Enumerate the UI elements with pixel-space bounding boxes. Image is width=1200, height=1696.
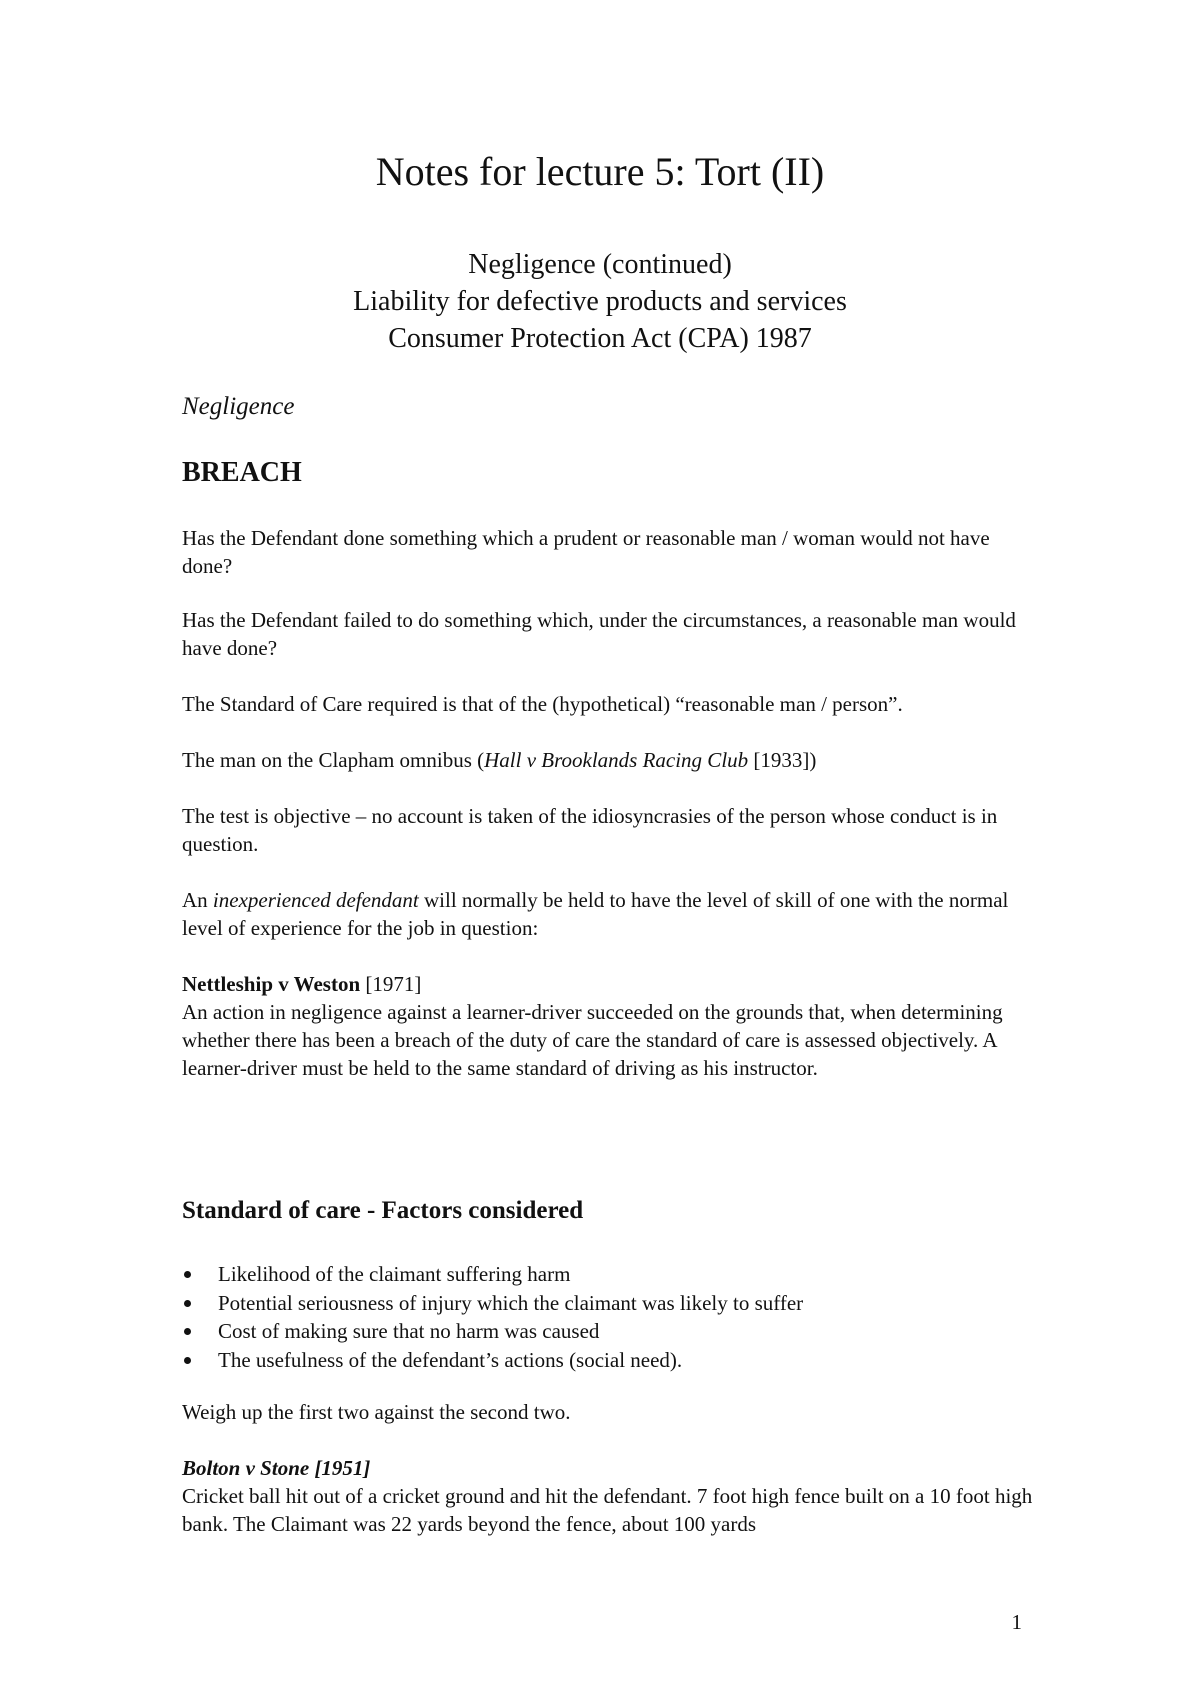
subtitle-block: [0, 246, 1200, 357]
case-block: [182, 970, 1042, 1082]
section-label: Negligence: [182, 393, 295, 420]
paragraph: [182, 746, 1042, 774]
text-span: will normally be held to have the level of skill of one with the normal level of experience for the job in question:: [182, 888, 1009, 940]
page-title: Notes for lecture 5: Tort (II): [375, 149, 825, 194]
case-heading: [182, 970, 1042, 998]
paragraph-text: Has the Defendant failed to do something which, under the circumstances, a reasonable man would have done?: [182, 608, 1016, 660]
list-item: [182, 1317, 803, 1346]
bullet-icon: [184, 1271, 191, 1278]
list-item: [182, 1260, 803, 1289]
text-span: The man on the Clapham omnibus (: [182, 748, 485, 772]
paragraph: [182, 886, 1042, 942]
bullet-icon: [184, 1357, 191, 1364]
breach-heading: BREACH: [182, 457, 302, 488]
paragraph-text: The test is objective – no account is taken of the idiosyncrasies of the person whose conduct is in question.: [182, 804, 998, 856]
paragraph-text: Weigh up the first two against the second two.: [182, 1400, 571, 1424]
paragraph-text: [182, 886, 1042, 942]
list-item-text: Potential seriousness of injury which the claimant was likely to suffer: [218, 1290, 804, 1315]
text-span: An: [182, 888, 213, 912]
paragraph-text: Has the Defendant done something which a prudent or reasonable man / woman would not have done?: [182, 526, 990, 578]
case-name: Nettleship v Weston: [182, 972, 361, 996]
paragraph: [182, 802, 1042, 858]
bullet-icon: [184, 1328, 191, 1335]
text-span: [1933]): [748, 748, 817, 772]
case-heading: [182, 1454, 1042, 1482]
paragraph: [182, 524, 1042, 580]
list-item: [182, 1289, 803, 1318]
bullet-icon: [184, 1300, 191, 1307]
paragraph: [182, 606, 1042, 662]
subtitle-line: Liability for defective products and services: [353, 286, 847, 317]
case-text: An action in negligence against a learner-driver succeeded on the grounds that, when determining whether there has been a breach of the duty of care the standard of care is assessed objectively. A learner-driver must be held to the same standard of driving as his instructor.: [182, 1000, 1003, 1080]
paragraph: [182, 690, 1042, 718]
list-item-text: The usefulness of the defendant’s actions (social need).: [218, 1347, 683, 1372]
paragraph: [182, 1398, 1042, 1426]
case-name: Bolton v Stone [1951]: [182, 1456, 371, 1480]
page-number: 1: [1011, 1610, 1022, 1634]
list-item-text: Likelihood of the claimant suffering harm: [218, 1262, 571, 1286]
factors-list: [182, 1260, 803, 1374]
subtitle-line: Negligence (continued): [468, 249, 732, 280]
case-block: [182, 1454, 1042, 1538]
standard-of-care-heading: Standard of care - Factors considered: [182, 1197, 584, 1224]
list-item-text: Cost of making sure that no harm was caused: [218, 1319, 600, 1343]
emphasis-text: inexperienced defendant: [212, 888, 419, 912]
case-text: Cricket ball hit out of a cricket ground and hit the defendant. 7 foot high fence built on a 10 foot high bank. The Claimant was 22 yards beyond the fence, about 100 yards: [182, 1484, 1033, 1536]
paragraph-text: The Standard of Care required is that of the (hypothetical) “reasonable man / person”.: [182, 692, 903, 716]
case-citation: Hall v Brooklands Racing Club: [484, 748, 749, 772]
paragraph-text: [182, 746, 1042, 774]
list-item: [182, 1346, 803, 1375]
case-year: [1971]: [360, 972, 422, 996]
subtitle-line: Consumer Protection Act (CPA) 1987: [388, 323, 812, 354]
